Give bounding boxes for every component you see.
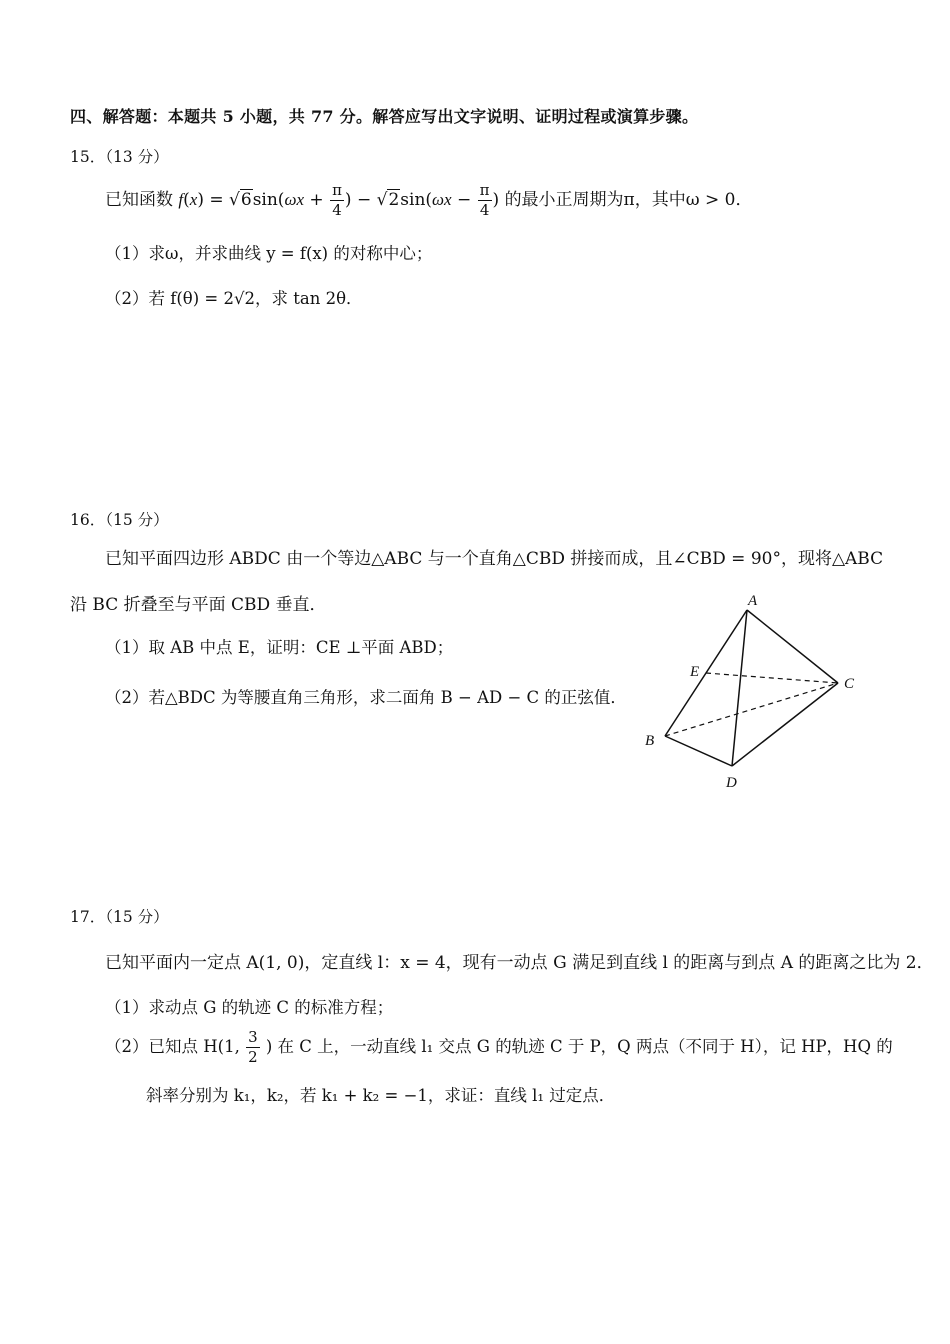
- label-C: C: [844, 676, 855, 692]
- q17-frac-num: 3: [248, 1028, 258, 1046]
- edge-AD: [732, 610, 747, 766]
- q17-frac-den: 2: [248, 1048, 258, 1066]
- tetrahedron-figure: [630, 588, 880, 798]
- label-A: A: [748, 593, 758, 609]
- q17-part2-suffix: ) 在 C 上，一动直线 l₁ 交点 G 的轨迹 C 于 P，Q 两点（不同于 H），记 HP，HQ 的: [265, 1037, 893, 1056]
- q16-part1: （1）取 AB 中点 E，证明：CE ⊥平面 ABD；: [105, 638, 454, 657]
- q15-intro-suffix: 的最小正周期为π，其中ω > 0．: [504, 190, 753, 210]
- q15-part1: （1）求ω，并求曲线 y = f(x) 的对称中心；: [105, 244, 433, 263]
- q15-part2: （2）若 f(θ) = 2√2，求 tan 2θ．: [105, 289, 363, 308]
- label-D: D: [726, 775, 737, 791]
- edge-EC-dashed: [706, 673, 838, 683]
- edge-CD: [732, 683, 838, 766]
- edge-AC: [747, 610, 838, 683]
- q15-intro: [105, 183, 752, 218]
- q16-header: 16．（15 分）: [70, 511, 169, 529]
- q17-part2: [105, 1030, 893, 1065]
- q17-line1: 已知平面内一定点 A(1, 0)，定直线 l：x = 4，现有一动点 G 满足到直线 l 的距离与到点 A 的距离之比为 2．: [105, 953, 934, 973]
- edge-BC-dashed: [665, 683, 838, 736]
- q16-line2: 沿 BC 折叠至与平面 CBD 垂直．: [70, 595, 327, 615]
- label-E: E: [690, 664, 700, 680]
- q17-part2-prefix: （2）已知点 H(1,: [105, 1037, 240, 1056]
- q16-part2: （2）若△BDC 为等腰直角三角形，求二面角 B − AD − C 的正弦值．: [105, 688, 627, 707]
- section-header: 四、解答题：本题共 5 小题，共 77 分。解答应写出文字说明、证明过程或演算步骤。: [70, 107, 699, 126]
- q15-header: 15．（13 分）: [70, 148, 169, 166]
- edge-BD: [665, 736, 732, 766]
- q17-part2-line2: 斜率分别为 k₁，k₂，若 k₁ + k₂ = −1，求证：直线 l₁ 过定点．: [146, 1086, 616, 1105]
- q17-fraction: [246, 1030, 260, 1065]
- label-B: B: [645, 733, 655, 749]
- q17-part1: （1）求动点 G 的轨迹 C 的标准方程；: [105, 998, 394, 1017]
- q16-line1: 已知平面四边形 ABDC 由一个等边△ABC 与一个直角△CBD 拼接而成，且∠CBD = 90°，现将△ABC: [105, 549, 884, 569]
- q15-intro-prefix: 已知函数: [105, 190, 173, 210]
- q15-formula: f(x) = √6sin(ωx + $\frac{\pi}{4}$ ) − √2sin(ωx − $\frac{\pi}{4}$ ): [178, 181, 500, 219]
- q17-header: 17．（15 分）: [70, 908, 169, 926]
